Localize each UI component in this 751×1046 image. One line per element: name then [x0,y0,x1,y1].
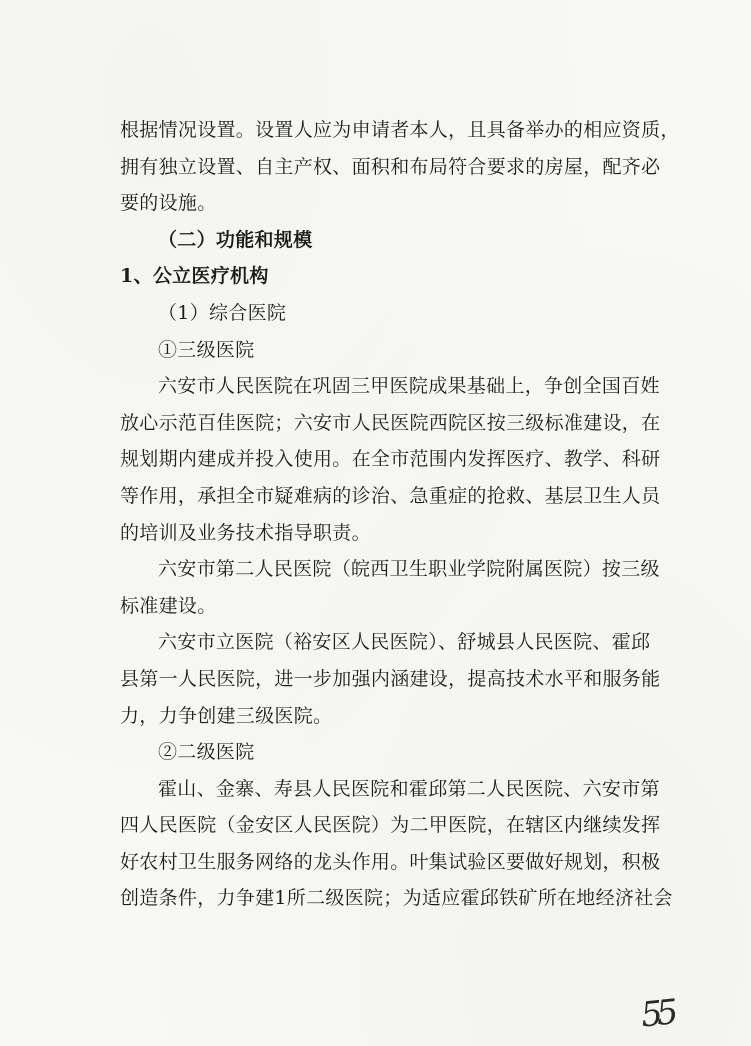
text-line: 六安市人民医院在巩固三甲医院成果基础上，争创全国百姓 [158,375,660,398]
text-line: 放心示范百佳医院；六安市人民医院西院区按三级标准建设，在 [120,411,661,434]
category-heading: （1）综合医院 [158,301,287,324]
text-line: 好农村卫生服务网络的龙头作用。叶集试验区要做好规划，积极 [120,850,661,873]
text-line: 的培训及业务技术指导职责。 [120,521,371,544]
text-line: 力，力争创建三级医院。 [120,704,333,727]
text-line: 规划期内建成并投入使用。在全市范围内发挥医疗、教学、科研 [120,448,661,471]
text-line: 等作用，承担全市疑难病的诊治、急重症的抢救、基层卫生人员 [120,484,661,507]
text-line: 六安市立医院（裕安区人民医院）、舒城县人民医院、霍邱 [158,631,651,654]
text-line: 县第一人民医院，进一步加强内涵建设，提高技术水平和服务能 [120,667,661,690]
text-line: 六安市第二人民医院（皖西卫生职业学院附属医院）按三级 [158,558,660,581]
text-line: 拥有独立设置、自主产权、面积和布局符合要求的房屋，配齐必 [120,155,661,178]
section-heading: （二）功能和规模 [158,228,313,251]
text-line: 霍山、金寨、寿县人民医院和霍邱第二人民医院、六安市第 [158,777,660,800]
handwritten-page-number: 55 [638,992,675,1036]
level-heading: ②二级医院 [158,741,255,764]
level-heading: ①三级医院 [158,338,255,361]
text-line: 标准建设。 [120,594,217,617]
text-line: 四人民医院（金安区人民医院）为二甲医院，在辖区内继续发挥 [120,814,661,837]
text-line: 根据情况设置。设置人应为申请者本人，且具备举办的相应资质， [120,119,680,141]
text-line: 创造条件，力争建1所二级医院；为适应霍邱铁矿所在地经济社会 [120,887,673,910]
subsection-heading: 1、公立医疗机构 [120,265,269,288]
text-line: 要的设施。 [120,192,217,215]
document-body [120,112,680,917]
